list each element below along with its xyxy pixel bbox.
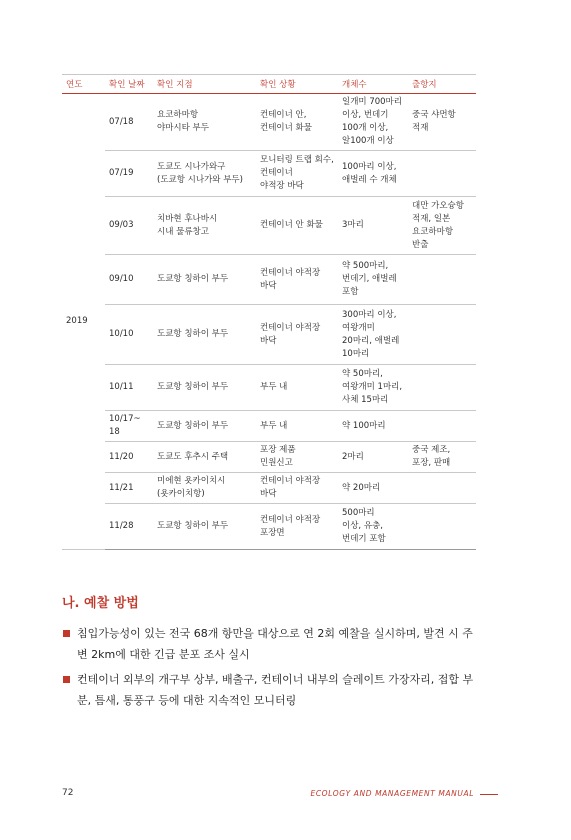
table-row [62, 411, 476, 442]
cell-line: 일개미 700마리 [342, 97, 402, 107]
cell-line: 여왕개미 [342, 322, 375, 333]
cell-line: 약 100마리 [342, 420, 386, 431]
origin-cell [408, 197, 476, 255]
cell-line: 번데기, 애벌레 [342, 274, 397, 284]
location-cell [153, 94, 256, 151]
date-cell [105, 197, 153, 255]
cell-line: 애벌레 수 개체 [342, 174, 397, 185]
cell-line: 부두 내 [260, 420, 288, 431]
survey-method-section [62, 592, 482, 715]
cell-line: 500마리 [342, 508, 375, 518]
cell-line: 컨테이너 안 화물 [260, 220, 323, 230]
cell-line: 부두 내 [260, 382, 288, 392]
location-cell [153, 305, 256, 365]
bullet-text: 침입가능성이 있는 전국 68개 항만을 대상으로 연 2회 예찰을 실시하며, 발견 시 주변 2km에 대한 긴급 분포 조사 실시 [77, 627, 473, 661]
count-cell [338, 255, 408, 305]
count-cell [338, 504, 408, 550]
cell-line: 약 20마리 [342, 482, 381, 493]
cell-line: 바닥 [260, 335, 277, 346]
location-cell [153, 442, 256, 473]
header-origin: 출항지 [412, 80, 437, 90]
sighting-table [62, 74, 476, 550]
cell-line: 컨테이너 [260, 168, 293, 178]
origin-cell [408, 442, 476, 473]
cell-line: 모니터링 트랩 회수, [260, 155, 334, 165]
cell-line: 포장면 [260, 527, 285, 538]
header-count: 개체수 [342, 80, 367, 90]
header-status: 확인 상황 [260, 80, 296, 90]
origin-cell [408, 504, 476, 550]
cell-line: 적재 [412, 123, 429, 133]
count-cell [338, 197, 408, 255]
cell-line: 10/17~ [109, 414, 141, 424]
cell-line: 약 50마리, [342, 369, 383, 379]
cell-line: 컨테이너 화물 [260, 123, 312, 133]
date-cell [105, 151, 153, 197]
date-cell [105, 255, 153, 305]
status-cell [256, 94, 338, 151]
footer-rule [480, 794, 498, 795]
sighting-table-container [62, 74, 476, 550]
page-number: 72 [62, 788, 74, 798]
cell-line: 민원신고 [260, 458, 293, 468]
table-row [62, 365, 476, 411]
cell-line: 10/10 [109, 329, 134, 339]
cell-line: 포장 제품 [260, 445, 296, 455]
cell-line: 07/19 [109, 168, 134, 178]
cell-line: 컨테이너 야적장 [260, 267, 321, 278]
cell-line: 중국 제조, [412, 445, 451, 455]
header-year: 연도 [66, 80, 83, 90]
cell-line: 3마리 [342, 220, 364, 230]
cell-line: 적재, 일본 [412, 213, 451, 224]
cell-line: 11/20 [109, 451, 134, 462]
cell-line: 야적장 바닥 [260, 181, 304, 191]
date-cell [105, 442, 153, 473]
location-cell [153, 411, 256, 442]
date-cell [105, 305, 153, 365]
location-cell [153, 473, 256, 504]
count-cell [338, 151, 408, 197]
status-cell [256, 255, 338, 305]
cell-line: 약 500마리, [342, 261, 389, 271]
status-cell [256, 305, 338, 365]
cell-line: 18 [109, 427, 120, 437]
origin-cell [408, 151, 476, 197]
cell-line: 요코하마항 [412, 226, 454, 237]
header-date: 확인 날짜 [109, 80, 145, 90]
cell-line: 10/11 [109, 382, 134, 392]
table-row [62, 305, 476, 365]
date-cell [105, 94, 153, 151]
cell-line: 07/18 [109, 116, 134, 127]
cell-line: 바닥 [260, 280, 277, 291]
date-cell [105, 411, 153, 442]
cell-line: 중국 샤먼항 [412, 110, 456, 120]
cell-line: 100마리 이상, [342, 161, 397, 172]
bullet-item [62, 623, 482, 665]
count-cell [338, 365, 408, 411]
table-row [62, 473, 476, 504]
cell-line: 알100개 이상 [342, 136, 394, 146]
status-cell [256, 411, 338, 442]
cell-line: 요코하마항 [157, 110, 199, 120]
count-cell [338, 305, 408, 365]
cell-line: 이상, 번데기 [342, 110, 389, 120]
status-cell [256, 151, 338, 197]
cell-line: 야마시타 부두 [157, 123, 209, 133]
location-cell [153, 151, 256, 197]
year-cell: 2019 [62, 94, 105, 550]
cell-line: 10마리 [342, 348, 370, 359]
cell-line: 2마리 [342, 451, 364, 462]
page-footer [62, 788, 498, 804]
section-title: 나. 예찰 방법 [62, 596, 139, 611]
cell-line: 도쿄항 칭하이 부두 [157, 274, 229, 284]
date-cell [105, 504, 153, 550]
cell-line: 09/10 [109, 274, 134, 284]
header-location: 확인 지점 [157, 80, 193, 90]
cell-line: (욧카이치항) [157, 489, 205, 499]
count-cell [338, 473, 408, 504]
square-bullet-icon [63, 676, 70, 683]
square-bullet-icon [63, 630, 70, 637]
table-row [62, 255, 476, 305]
cell-line: 100개 이상, [342, 123, 389, 133]
cell-line: (도쿄항 시나가와 부두) [157, 174, 243, 185]
bullet-text: 컨테이너 외부의 개구부 상부, 배출구, 컨테이너 내부의 슬레이트 가장자리, 접합 부분, 틈새, 통풍구 등에 대한 지속적인 모니터링 [77, 673, 474, 707]
location-cell [153, 197, 256, 255]
cell-line: 11/28 [109, 521, 134, 531]
cell-line: 11/21 [109, 482, 134, 493]
cell-line: 반출 [412, 239, 429, 250]
origin-cell [408, 365, 476, 411]
location-cell [153, 255, 256, 305]
table-row [62, 94, 476, 151]
status-cell [256, 197, 338, 255]
cell-line: 도쿄항 칭하이 부두 [157, 382, 229, 392]
location-cell [153, 365, 256, 411]
origin-cell [408, 94, 476, 151]
count-cell [338, 411, 408, 442]
cell-line: 컨테이너 야적장 [260, 322, 321, 333]
cell-line: 도쿄항 칭하이 부두 [157, 420, 229, 431]
status-cell [256, 365, 338, 411]
cell-line: 도쿄도 시나가와구 [157, 161, 226, 172]
cell-line: 컨테이너 안, [260, 110, 307, 120]
cell-line: 미에현 욧카이치시 [157, 476, 226, 486]
cell-line: 컨테이너 야적장 [260, 514, 321, 525]
table-row [62, 151, 476, 197]
cell-line: 20마리, 애벌레 [342, 335, 400, 346]
cell-line: 이상, 유충, [342, 521, 383, 531]
cell-line: 도쿄항 칭하이 부두 [157, 521, 229, 531]
origin-cell [408, 255, 476, 305]
count-cell [338, 442, 408, 473]
table-row [62, 504, 476, 550]
cell-line: 대만 가오슝항 [412, 200, 464, 211]
origin-cell [408, 305, 476, 365]
cell-line: 시내 물류창고 [157, 226, 209, 237]
origin-cell [408, 411, 476, 442]
table-row [62, 197, 476, 255]
bullet-item [62, 669, 482, 711]
table-header-row [62, 75, 476, 94]
date-cell [105, 473, 153, 504]
count-cell [338, 94, 408, 151]
status-cell [256, 473, 338, 504]
cell-line: 300마리 이상, [342, 309, 397, 320]
cell-line: 도쿄항 칭하이 부두 [157, 329, 229, 339]
cell-line: 포장, 판매 [412, 458, 451, 468]
table-body [62, 94, 476, 550]
date-cell [105, 365, 153, 411]
cell-line: 컨테이너 야적장 [260, 476, 321, 486]
cell-line: 09/03 [109, 220, 134, 230]
cell-line: 바닥 [260, 489, 277, 499]
status-cell [256, 504, 338, 550]
cell-line: 도쿄도 후추시 주택 [157, 451, 229, 462]
cell-line: 여왕개미 1마리, [342, 382, 403, 392]
origin-cell [408, 473, 476, 504]
cell-line: 포함 [342, 287, 359, 297]
cell-line: 사체 15마리 [342, 395, 389, 405]
location-cell [153, 504, 256, 550]
status-cell [256, 442, 338, 473]
cell-line: 번데기 포함 [342, 534, 386, 544]
table-row [62, 442, 476, 473]
running-title: ECOLOGY AND MANAGEMENT MANUAL [310, 789, 474, 798]
cell-line: 치바현 후나바시 [157, 213, 218, 224]
